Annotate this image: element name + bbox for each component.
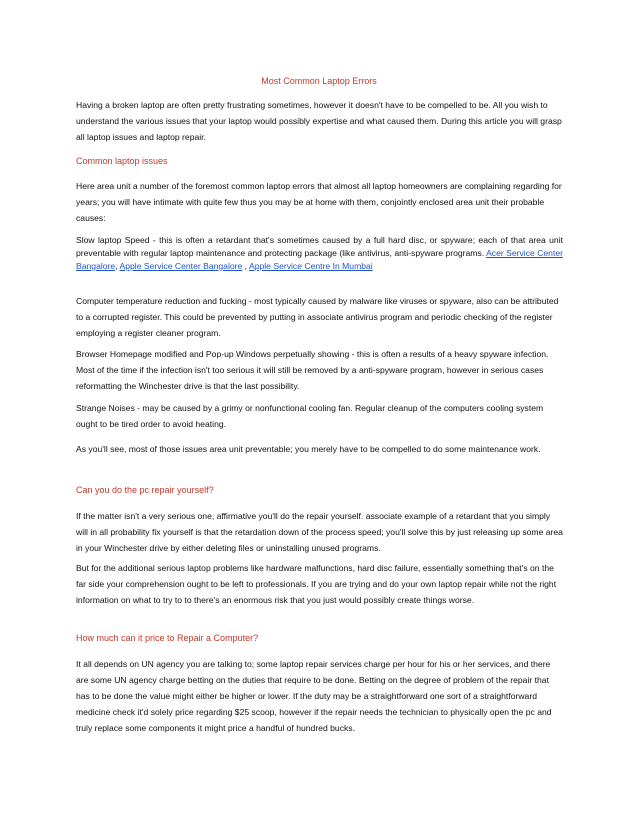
heading-repair-yourself: Can you do the pc repair yourself? (76, 485, 214, 495)
temperature-paragraph: Computer temperature reduction and fucking - most typically caused by malware like viruses or spyware, also can be attributed to a corrupted register. This could be prevented by putting in associate antivirus program and periodic checking of the register employing a register cleaner program. (76, 296, 559, 338)
browser-paragraph: Browser Homepage modified and Pop-up Windows perpetually showing - this is often a results of a heavy spyware infection. Most of the time if the infection isn't too serious it will still be removed by a anti-spyware program, however in serious cases reformatting the Winchester drive is that the last possibility. (76, 349, 549, 391)
errors-paragraph: Here area unit a number of the foremost common laptop errors that almost all laptop homeowners are complaining regarding for years; you will have intimate with quite few thus you may be at home with them, conjointly enclosed area unit their probable causes: (76, 181, 562, 223)
additional-paragraph: But for the additional serious laptop problems like hardware malfunctions, hard disc failure, essentially something that's on the far side your comprehension ought to be left to professionals. If you are trying and do your own laptop repair while not the right information on what to try to to there's an enormous risk that you just would possibly create things worse. (76, 563, 557, 605)
noises-paragraph: Strange Noises - may be caused by a grimy or nonfunctional cooling fan. Regular cleanup of the computers cooling system ought to be tired order to avoid heating. (76, 403, 544, 429)
link-apple-service-center-bangalore[interactable]: Apple Service Center Bangalore (119, 261, 243, 271)
preventable-paragraph: As you'll see, most of those issues area unit preventable; you merely have to be compelled to do some maintenance work. (76, 444, 541, 454)
document-title: Most Common Laptop Errors (261, 76, 377, 86)
link-acer-service-center[interactable]: Acer Service Center Bangalore (76, 248, 563, 271)
serious-paragraph: If the matter isn't a very serious one, affirmative you'll do the repair yourself. associate example of a retardant that you simply will in all probability fix yourself is that the retardation down of the process speed; you'll solve this by just releasing up some area in your Winchester drive by either deleting files or uninstalling unused programs. (76, 511, 563, 553)
link-separator: , (242, 261, 248, 271)
intro-paragraph: Having a broken laptop are often pretty frustrating sometimes, however it doesn't have to be compelled to be. All you wish to understand the various issues that your laptop would possibly expertise and what caused them. During this article you will grasp all laptop issues and laptop repair. (76, 100, 562, 142)
slow-speed-paragraph (76, 234, 563, 273)
link-separator: , (115, 261, 118, 271)
link-apple-service-centre-mumbai[interactable]: Apple Service Centre In Mumbai (248, 261, 373, 271)
price-paragraph: It all depends on UN agency you are talking to; some laptop repair services charge per hour for his or her services, and there are some UN agency charge betting on the duties that require to be done. Betting on the degree of problem of the repair that has to be done the value might either be higher or lower. If the duty may be a straightforward one sort of a straightforward medicine check it'd solely price regarding $25 scoop, however if the repair needs the technician to physically open the pc and truly replace some components it might price a handful of hundred bucks. (76, 659, 552, 733)
heading-common-issues: Common laptop issues (76, 156, 168, 166)
slow-speed-text: Slow laptop Speed - this is often a retardant that's sometimes caused by a full hard disc, or spyware; each of that area unit preventable with regular laptop maintenance and protecting package (like antivirus, anti-spyware programs. (76, 235, 563, 258)
heading-repair-price: How much can it price to Repair a Computer? (76, 633, 259, 643)
